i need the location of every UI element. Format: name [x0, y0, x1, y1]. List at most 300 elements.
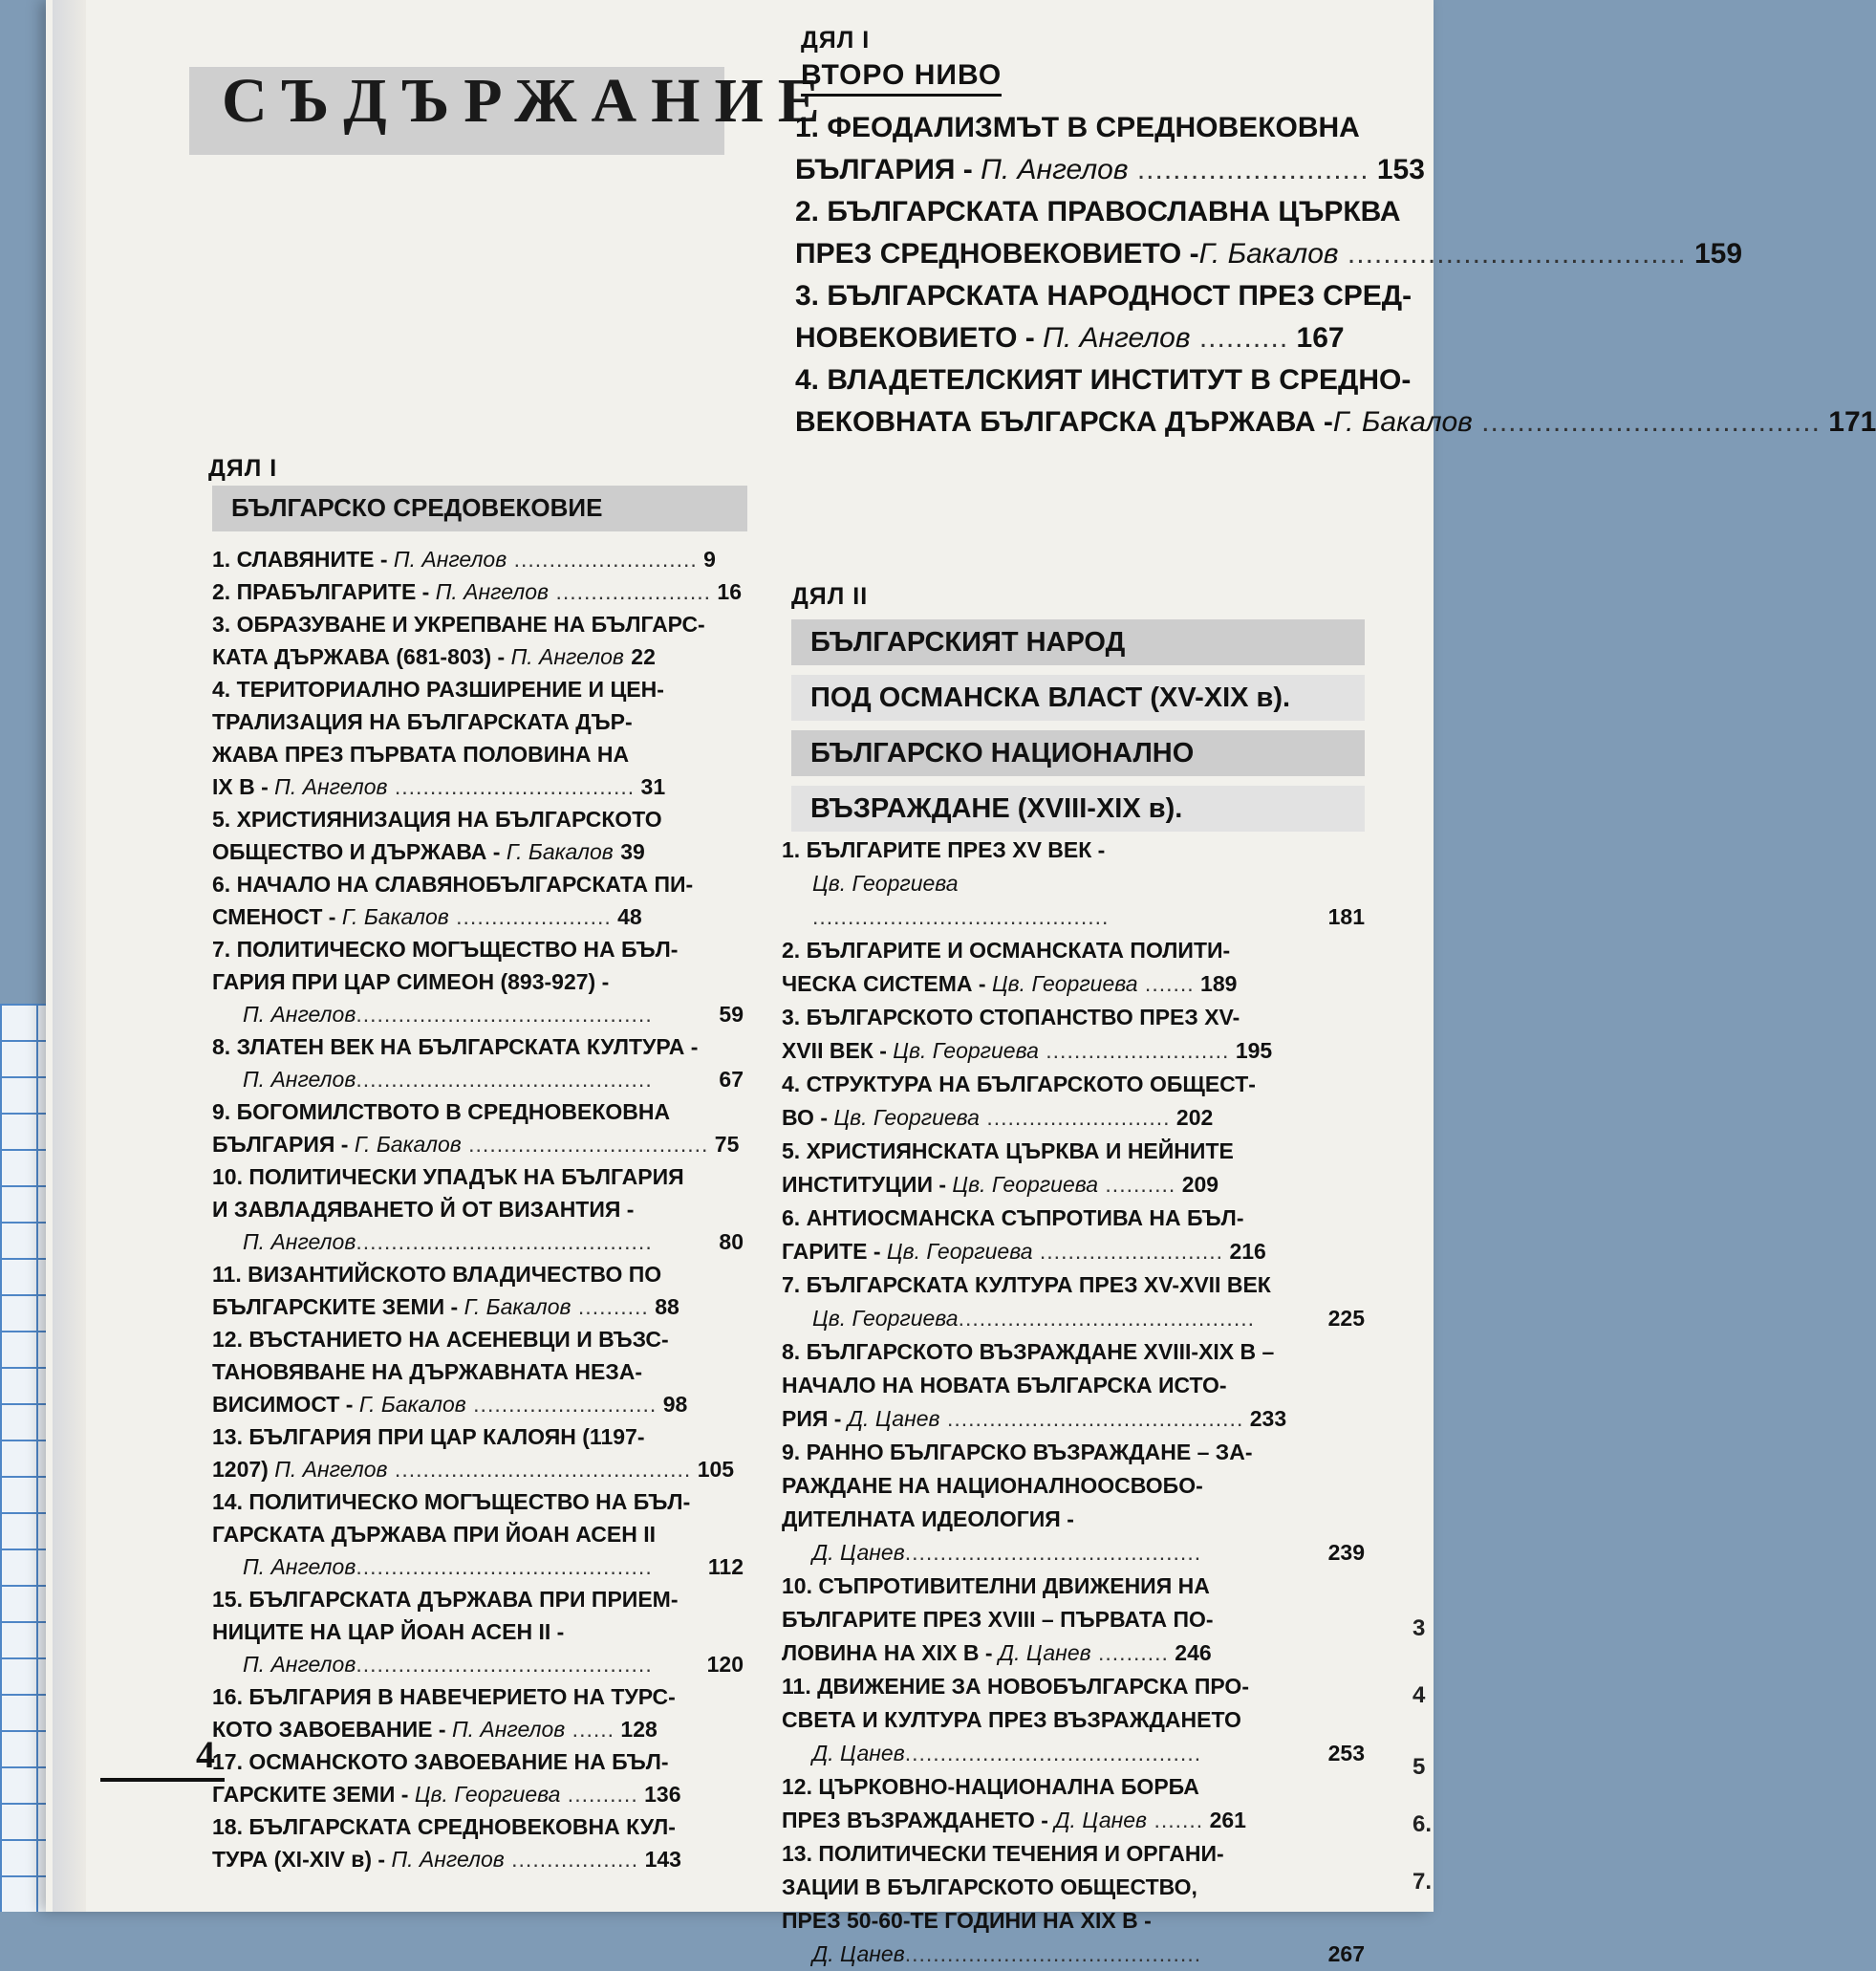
entry-title-line: [795, 275, 1412, 317]
toc-entry[interactable]: [212, 1323, 744, 1420]
entry-author-line: [212, 1648, 744, 1680]
entry-title-line: [212, 705, 744, 738]
entry-title: 1. СЛАВЯНИТЕ -: [212, 547, 394, 572]
entry-title: СМЕНОСТ -: [212, 904, 342, 929]
leader-dots: ..........................: [465, 1392, 658, 1417]
leader-dots: ..........................................: [939, 1406, 1244, 1431]
entry-title-line: [212, 933, 744, 965]
entry-title: 1207): [212, 1457, 275, 1482]
entry-author: П. Ангелов: [393, 547, 507, 572]
leader-dots: ..........: [571, 1294, 649, 1319]
entry-author: П. Ангелов: [391, 1847, 505, 1872]
entry-author: П. Ангелов: [1043, 322, 1191, 354]
toc-entry[interactable]: [782, 1670, 1365, 1770]
entry-title-line: [782, 1770, 1365, 1804]
entry-author: П. Ангелов: [243, 1229, 356, 1254]
entry-title-line: [782, 1636, 1365, 1670]
entry-title: ВИСИМОСТ -: [212, 1392, 359, 1417]
toc-entry[interactable]: [782, 1068, 1365, 1135]
toc-entry[interactable]: [212, 868, 744, 933]
entry-title-line: [212, 1778, 744, 1810]
entry-title-line: [212, 1193, 744, 1225]
entry-title-line: [212, 1680, 744, 1713]
entry-author: Цв. Георгиева: [833, 1105, 980, 1130]
toc-entry[interactable]: [212, 1680, 744, 1745]
entry-author: Г. Бакалов: [354, 1132, 462, 1157]
entry-title-line: [782, 1335, 1365, 1369]
entry-author: П. Ангелов: [243, 1554, 356, 1579]
entry-title-line: [212, 835, 744, 868]
entry-title: 12. ЦЪРКОВНО-НАЦИОНАЛНА БОРБА: [782, 1774, 1199, 1799]
entry-author: П. Ангелов: [274, 1457, 388, 1482]
entry-title: 10. СЪПРОТИВИТЕЛНИ ДВИЖЕНИЯ НА: [782, 1573, 1210, 1598]
entry-title-line: [782, 1034, 1365, 1068]
page-ref: 167: [1288, 322, 1345, 354]
entry-title: 2. БЪЛГАРСКАТА ПРАВОСЛАВНА ЦЪРКВА: [795, 196, 1401, 227]
leader-dots: ..........................................: [904, 1941, 1202, 1966]
entry-title: КАТА ДЪРЖАВА (681-803) -: [212, 644, 511, 669]
entry-title: 3. БЪЛГАРСКОТО СТОПАНСТВО ПРЕЗ XV-: [782, 1005, 1240, 1029]
entry-title: ТУРА (XI-XIV в) -: [212, 1847, 392, 1872]
entry-author-line: [782, 1938, 1365, 1971]
entry-title: 3. ОБРАЗУВАНЕ И УКРЕПВАНЕ НА БЪЛГАРС-: [212, 612, 705, 637]
toc-entry[interactable]: [212, 1420, 744, 1485]
entry-author: Д. Цанев: [812, 1941, 905, 1966]
entry-title-line: [212, 640, 744, 673]
entry-title: НАЧАЛО НА НОВАТА БЪЛГАРСКА ИСТО-: [782, 1373, 1227, 1397]
entry-author: П. Ангелов: [981, 154, 1129, 185]
entry-title: 11. ДВИЖЕНИЕ ЗА НОВОБЪЛГАРСКА ПРО-: [782, 1674, 1249, 1699]
entry-title-line: [212, 770, 744, 803]
entry-author: Г. Бакалов: [1332, 406, 1473, 438]
leader-dots: ..........................................: [356, 1652, 653, 1677]
entry-title-line: [212, 1713, 744, 1745]
level-label: ВТОРО НИВО: [801, 59, 1002, 97]
page-ref: 267: [1327, 1941, 1365, 1966]
toc-entry[interactable]: [212, 1745, 744, 1810]
entry-title: ЖАВА ПРЕЗ ПЪРВАТА ПОЛОВИНА НА: [212, 742, 630, 767]
leader-dots: .......: [1147, 1808, 1204, 1832]
entry-title-line: [795, 317, 1388, 359]
entry-title: ДИТЕЛНАТА ИДЕОЛОГИЯ -: [782, 1506, 1074, 1531]
leader-dots: ..........................................: [958, 1306, 1255, 1331]
toc-entry[interactable]: [782, 1202, 1365, 1268]
entry-title: 4. ВЛАДЕТЕЛСКИЯТ ИНСТИТУТ В СРЕДНО-: [795, 364, 1412, 396]
leader-dots: ..........................: [507, 547, 698, 572]
toc-entry[interactable]: [795, 107, 1425, 191]
entry-author: Цв. Георгиева: [886, 1239, 1033, 1264]
entry-author: П. Ангелов: [243, 1002, 356, 1027]
page-ref: 31: [635, 774, 666, 799]
leader-dots: ..........................................: [356, 1002, 653, 1027]
leader-dots: ..........................................: [356, 1067, 653, 1092]
entry-title-line: [782, 1603, 1365, 1636]
toc-entry[interactable]: [212, 1160, 744, 1258]
entry-author: Цв. Георгиева: [812, 871, 959, 896]
page-ref: 233: [1243, 1406, 1287, 1431]
leader-dots: ..........................................: [387, 1457, 692, 1482]
page-ref: 225: [1327, 1306, 1365, 1331]
entry-author: Цв. Георгиева: [991, 971, 1138, 996]
entry-title-line: [782, 1871, 1365, 1904]
entry-title: ГАРИЯ ПРИ ЦАР СИМЕОН (893-927) -: [212, 969, 610, 994]
entry-author-line: [782, 1536, 1365, 1570]
entry-title: 15. БЪЛГАРСКАТА ДЪРЖАВА ПРИ ПРИЕМ-: [212, 1587, 679, 1612]
entry-title-line: [212, 673, 744, 705]
page-ref: 105: [691, 1457, 735, 1482]
entry-title-line: [212, 900, 744, 933]
leader-dots: ..........................................: [812, 904, 1110, 929]
entry-author: П. Ангелов: [451, 1717, 566, 1742]
entry-title-line: [212, 1355, 744, 1388]
entry-title: IX В -: [212, 774, 275, 799]
entry-title-line: [782, 934, 1365, 967]
entry-title-line: [795, 359, 1412, 401]
page-ref: 98: [657, 1392, 688, 1417]
entry-title-line: [212, 1518, 744, 1550]
section-label: ДЯЛ II: [791, 583, 869, 610]
entry-title: 11. ВИЗАНТИЙСКОТО ВЛАДИЧЕСТВО ПО: [212, 1262, 662, 1287]
margin-digit: 7.: [1412, 1869, 1433, 1895]
toc-entry[interactable]: [212, 1583, 744, 1680]
entry-title-line: [782, 1436, 1365, 1469]
leader-dots: ..................................: [387, 774, 636, 799]
page-ref: 22: [631, 644, 656, 669]
entry-title-line: [795, 233, 1743, 275]
entry-title-line: [212, 1160, 744, 1193]
entry-title: ИНСТИТУЦИИ -: [782, 1172, 953, 1197]
entry-title-line: [212, 1323, 744, 1355]
leader-dots: ..........................: [1038, 1038, 1230, 1063]
entry-title: 9. РАННО БЪЛГАРСКО ВЪЗРАЖДАНЕ – ЗА-: [782, 1440, 1253, 1464]
toc-entry[interactable]: [782, 934, 1365, 1001]
entry-author: Г. Бакалов: [341, 904, 449, 929]
toc-entry[interactable]: [782, 1268, 1365, 1335]
entry-title: 17. ОСМАНСКОТО ЗАВОЕВАНИЕ НА БЪЛ-: [212, 1749, 669, 1774]
leader-dots: ..........................: [1032, 1239, 1224, 1264]
toc-entry[interactable]: [212, 1258, 744, 1323]
entry-author: Цв. Георгиева: [414, 1782, 561, 1807]
entry-title-line: [212, 543, 744, 575]
entry-title: 8. БЪЛГАРСКОТО ВЪЗРАЖДАНЕ XVIII-XIX В –: [782, 1339, 1275, 1364]
entry-title-line: [782, 1001, 1365, 1034]
entry-title: БЪЛГАРИТЕ ПРЕЗ XVIII – ПЪРВАТА ПО-: [782, 1607, 1214, 1632]
entry-title-line: [212, 1453, 744, 1485]
entry-title: ВЕКОВНАТА БЪЛГАРСКА ДЪРЖАВА -: [795, 406, 1333, 438]
leader-dots: ..........: [1190, 322, 1289, 354]
entry-title: ГАРИТЕ -: [782, 1239, 887, 1264]
page-ref: 171: [1820, 406, 1876, 438]
toc-entry[interactable]: [782, 1570, 1365, 1670]
page-ref: 48: [611, 904, 642, 929]
entry-title-line: [212, 965, 744, 998]
entry-title-line: [782, 1904, 1365, 1938]
entry-title: ЗАЦИИ В БЪЛГАРСКОТО ОБЩЕСТВО,: [782, 1874, 1197, 1899]
page-ref: 189: [1194, 971, 1238, 996]
entry-author: Г. Бакалов: [506, 839, 614, 864]
entry-title: НИЦИТЕ НА ЦАР ЙОАН АСЕН II -: [212, 1619, 565, 1644]
page-ref: 9: [697, 547, 716, 572]
entry-title: 4. СТРУКТУРА НА БЪЛГАРСКОТО ОБЩЕСТ-: [782, 1072, 1256, 1096]
entry-title: ТАНОВЯВАНЕ НА ДЪРЖАВНАТА НЕЗА-: [212, 1359, 643, 1384]
entry-title-line: [212, 1583, 744, 1615]
page-ref: 80: [719, 1229, 744, 1254]
entry-title: БЪЛГАРИЯ -: [795, 154, 981, 185]
toc-entry[interactable]: [212, 1810, 744, 1875]
page-ref: 253: [1327, 1741, 1365, 1765]
entry-title-line: [782, 1469, 1365, 1503]
toc-entry[interactable]: [212, 543, 744, 575]
entry-page-line: [782, 900, 1365, 934]
entry-title: XVII ВЕК -: [782, 1038, 894, 1063]
entry-title-line: [212, 1485, 744, 1518]
entry-title-line: [212, 1615, 744, 1648]
entry-title: ПРЕЗ ВЪЗРАЖДАНЕТО -: [782, 1808, 1055, 1832]
entry-author: Цв. Георгиева: [893, 1038, 1039, 1063]
page-ref: 143: [638, 1847, 681, 1872]
entry-title-line: [212, 803, 744, 835]
entry-title-line: [782, 1570, 1365, 1603]
margin-digit: 3: [1412, 1615, 1426, 1641]
toc-entry[interactable]: [212, 608, 744, 673]
section-label: ДЯЛ I: [801, 27, 871, 54]
entry-title-line: [782, 1703, 1365, 1737]
entry-title: РАЖДАНЕ НА НАЦИОНАЛНООСВОБО-: [782, 1473, 1203, 1498]
toc-entry[interactable]: [212, 575, 744, 608]
page-ref: 59: [719, 1002, 744, 1027]
toc-entry[interactable]: [212, 1485, 744, 1583]
entry-author-line: [782, 1737, 1365, 1770]
page-ref: 67: [719, 1067, 744, 1092]
entry-title-line: [212, 1388, 744, 1420]
entry-author: Цв. Георгиева: [812, 1306, 959, 1331]
entry-title: ГАРСКАТА ДЪРЖАВА ПРИ ЙОАН АСЕН II: [212, 1522, 656, 1547]
entry-author: П. Ангелов: [243, 1652, 356, 1677]
entry-title-line: [212, 1258, 744, 1290]
section-band: БЪЛГАРСКИЯТ НАРОД: [791, 619, 1365, 665]
entry-title-line: [782, 1503, 1365, 1536]
entry-author: Д. Цанев: [812, 1540, 905, 1565]
entry-title: ВО -: [782, 1105, 834, 1130]
entry-title: ТРАЛИЗАЦИЯ НА БЪЛГАРСКАТА ДЪР-: [212, 709, 633, 734]
section-band: БЪЛГАРСКО СРЕДОВЕКОВИЕ: [212, 486, 747, 531]
section-band: ВЪЗРАЖДАНЕ (XVIII-XIX в).: [791, 786, 1365, 832]
entry-author: Цв. Георгиева: [952, 1172, 1099, 1197]
leader-dots: ..........................................: [904, 1540, 1202, 1565]
leader-dots: ......................: [549, 579, 712, 604]
toc-entry[interactable]: [782, 834, 1365, 934]
entry-title-line: [212, 1420, 744, 1453]
entry-author: Г. Бакалов: [464, 1294, 571, 1319]
leader-dots: ......................: [448, 904, 612, 929]
entry-author: П. Ангелов: [243, 1067, 356, 1092]
leader-dots: ......: [565, 1717, 615, 1742]
toc-entry[interactable]: [782, 1770, 1365, 1837]
page-ref: 16: [711, 579, 743, 604]
entry-title: 6. НАЧАЛО НА СЛАВЯНОБЪЛГАРСКАТА ПИ-: [212, 872, 694, 897]
entry-author-line: [782, 1302, 1365, 1335]
entry-author: П. Ангелов: [510, 644, 624, 669]
leader-dots: ..........: [1090, 1640, 1169, 1665]
toc-entry[interactable]: [782, 1436, 1365, 1570]
page-ref: 136: [637, 1782, 681, 1807]
toc-entry[interactable]: [212, 1030, 744, 1095]
entry-author: Д. Цанев: [998, 1640, 1091, 1665]
entry-title-line: [212, 608, 744, 640]
page-ref: 261: [1203, 1808, 1246, 1832]
page-ref: 128: [615, 1717, 658, 1742]
leader-dots: ..........................: [979, 1105, 1171, 1130]
toc-entry[interactable]: [782, 1837, 1365, 1971]
entry-title: 1. БЪЛГАРИТЕ ПРЕЗ XV ВЕК -: [782, 837, 1106, 862]
entry-author: Д. Цанев: [812, 1741, 905, 1765]
toc-entry[interactable]: [212, 673, 744, 803]
toc-entry[interactable]: [795, 359, 1876, 444]
entry-title: ПРЕЗ СРЕДНОВЕКОВИЕТО -: [795, 238, 1199, 270]
entry-author: Г. Бакалов: [358, 1392, 466, 1417]
entry-title: 1. ФЕОДАЛИЗМЪТ В СРЕДНОВЕКОВНА: [795, 112, 1360, 143]
entry-title: 16. БЪЛГАРИЯ В НАВЕЧЕРИЕТО НА ТУРС-: [212, 1684, 676, 1709]
leader-dots: ......................................: [1338, 238, 1687, 270]
entry-title-line: [212, 738, 744, 770]
entry-title-line: [212, 1810, 744, 1843]
entry-title-line: [782, 1670, 1365, 1703]
entry-title-line: [212, 1095, 744, 1128]
entry-title: ЛОВИНА НА XIX В -: [782, 1640, 999, 1665]
leader-dots: ..........................................: [356, 1229, 653, 1254]
page-ref: 239: [1327, 1540, 1365, 1565]
entry-title: 5. ХРИСТИЯНСКАТА ЦЪРКВА И НЕЙНИТЕ: [782, 1138, 1234, 1163]
toc-entry[interactable]: [212, 803, 744, 868]
entry-title: ГАРСКИТЕ ЗЕМИ -: [212, 1782, 415, 1807]
entry-title-line: [795, 191, 1401, 233]
entry-title-line: [212, 1030, 744, 1063]
leader-dots: ..........................: [1128, 154, 1369, 185]
leader-dots: ..................................: [461, 1132, 709, 1157]
entry-title: ОБЩЕСТВО И ДЪРЖАВА -: [212, 839, 507, 864]
entry-title-line: [212, 575, 744, 608]
entry-title: 5. ХРИСТИЯНИЗАЦИЯ НА БЪЛГАРСКОТО: [212, 807, 662, 832]
leader-dots: ..........: [560, 1782, 638, 1807]
page-ref: 153: [1369, 154, 1425, 185]
entry-title: И ЗАВЛАДЯВАНЕТО Й ОТ ВИЗАНТИЯ -: [212, 1197, 635, 1222]
page-ref: 202: [1170, 1105, 1214, 1130]
entry-title-line: [795, 149, 1425, 191]
entry-title-line: [795, 401, 1876, 444]
page-ref: 75: [708, 1132, 740, 1157]
entry-title: БЪЛГАРИЯ -: [212, 1132, 355, 1157]
page-ref: 39: [620, 839, 645, 864]
entry-title: 3. БЪЛГАРСКАТА НАРОДНОСТ ПРЕЗ СРЕД-: [795, 280, 1412, 312]
page-ref: 195: [1229, 1038, 1273, 1063]
toc-entry[interactable]: [795, 191, 1743, 275]
entry-title-line: [795, 107, 1388, 149]
page-ref: 120: [706, 1652, 744, 1677]
entry-title: 9. БОГОМИЛСТВОТО В СРЕДНОВЕКОВНА: [212, 1099, 671, 1124]
leader-dots: ..........................................: [904, 1741, 1202, 1765]
page-ref: 112: [707, 1554, 744, 1579]
page-number: 4: [196, 1733, 215, 1776]
page-ref: 88: [648, 1294, 679, 1319]
entry-title-line: [782, 1369, 1365, 1402]
page-ref: 246: [1168, 1640, 1212, 1665]
entry-title: 10. ПОЛИТИЧЕСКИ УПАДЪК НА БЪЛГАРИЯ: [212, 1164, 684, 1189]
page-number-rule: [100, 1778, 225, 1782]
entry-title-line: [212, 1745, 744, 1778]
entry-title-line: [212, 1290, 744, 1323]
entry-title: 6. АНТИОСМАНСКА СЪПРОТИВА НА БЪЛ-: [782, 1205, 1244, 1230]
entry-title: 13. БЪЛГАРИЯ ПРИ ЦАР КАЛОЯН (1197-: [212, 1424, 645, 1449]
entry-title-line: [782, 834, 1365, 867]
entry-title: 12. ВЪСТАНИЕТО НА АСЕНЕВЦИ И ВЪЗС-: [212, 1327, 669, 1352]
entry-title-line: [212, 868, 744, 900]
section-band: БЪЛГАРСКО НАЦИОНАЛНО: [791, 730, 1365, 776]
entry-title-line: [782, 1402, 1365, 1436]
entry-title-line: [212, 1843, 744, 1875]
leader-dots: ..........: [1098, 1172, 1176, 1197]
entry-title-line: [782, 1101, 1365, 1135]
entry-title: 14. ПОЛИТИЧЕСКО МОГЪЩЕСТВО НА БЪЛ-: [212, 1489, 691, 1514]
entry-title-line: [782, 1235, 1365, 1268]
entry-author-line: [212, 1225, 744, 1258]
entry-author-line: [782, 867, 1365, 900]
section-label: ДЯЛ I: [208, 455, 278, 482]
entry-author-line: [212, 1550, 744, 1583]
page-ref: 159: [1686, 238, 1743, 270]
section-band: ПОД ОСМАНСКА ВЛАСТ (XV-XIX в).: [791, 675, 1365, 721]
entry-author: П. Ангелов: [435, 579, 550, 604]
entry-title-line: [782, 1804, 1365, 1837]
entry-title: 2. ПРАБЪЛГАРИТЕ -: [212, 579, 436, 604]
entry-title: БЪЛГАРСКИТЕ ЗЕМИ -: [212, 1294, 464, 1319]
entry-title: НОВЕКОВИЕТО -: [795, 322, 1044, 354]
toc-entry[interactable]: [212, 1095, 744, 1160]
toc-entry[interactable]: [795, 275, 1412, 359]
entry-title: 13. ПОЛИТИЧЕСКИ ТЕЧЕНИЯ И ОРГАНИ-: [782, 1841, 1224, 1866]
toc-entry[interactable]: [212, 933, 744, 1030]
entry-author: Г. Бакалов: [1198, 238, 1339, 270]
leader-dots: ..................: [504, 1847, 639, 1872]
entry-title: ПРЕЗ 50-60-ТЕ ГОДИНИ НА XIX В -: [782, 1908, 1152, 1933]
leader-dots: ..........................................: [356, 1554, 653, 1579]
entry-title-line: [782, 967, 1365, 1001]
margin-digit: 4: [1412, 1682, 1426, 1708]
entry-title-line: [782, 1837, 1365, 1871]
margin-digit: 5: [1412, 1754, 1426, 1780]
entry-title-line: [782, 1068, 1365, 1101]
entry-title: СВЕТА И КУЛТУРА ПРЕЗ ВЪЗРАЖДАНЕТО: [782, 1707, 1241, 1732]
entry-title-line: [782, 1202, 1365, 1235]
entry-title: 18. БЪЛГАРСКАТА СРЕДНОВЕКОВНА КУЛ-: [212, 1814, 676, 1839]
entry-author: П. Ангелов: [274, 774, 388, 799]
page-ref: 209: [1175, 1172, 1219, 1197]
page-edge: [53, 0, 86, 1912]
leader-dots: .......: [1137, 971, 1195, 996]
toc-entry[interactable]: [782, 1335, 1365, 1436]
entry-title: ЧЕСКА СИСТЕМА -: [782, 971, 992, 996]
entry-author-line: [212, 998, 744, 1030]
entry-title: КОТО ЗАВОЕВАНИЕ -: [212, 1717, 452, 1742]
toc-entry[interactable]: [782, 1135, 1365, 1202]
leader-dots: ......................................: [1472, 406, 1821, 438]
entry-title: 7. БЪЛГАРСКАТА КУЛТУРА ПРЕЗ XV-XVII ВЕК: [782, 1272, 1271, 1297]
entry-title: РИЯ -: [782, 1406, 848, 1431]
page-ref: 216: [1223, 1239, 1266, 1264]
toc-entry[interactable]: [782, 1001, 1365, 1068]
entry-author: Д. Цанев: [1054, 1808, 1148, 1832]
entry-title: 2. БЪЛГАРИТЕ И ОСМАНСКАТА ПОЛИТИ-: [782, 938, 1231, 963]
page-ref: 181: [1327, 904, 1365, 929]
